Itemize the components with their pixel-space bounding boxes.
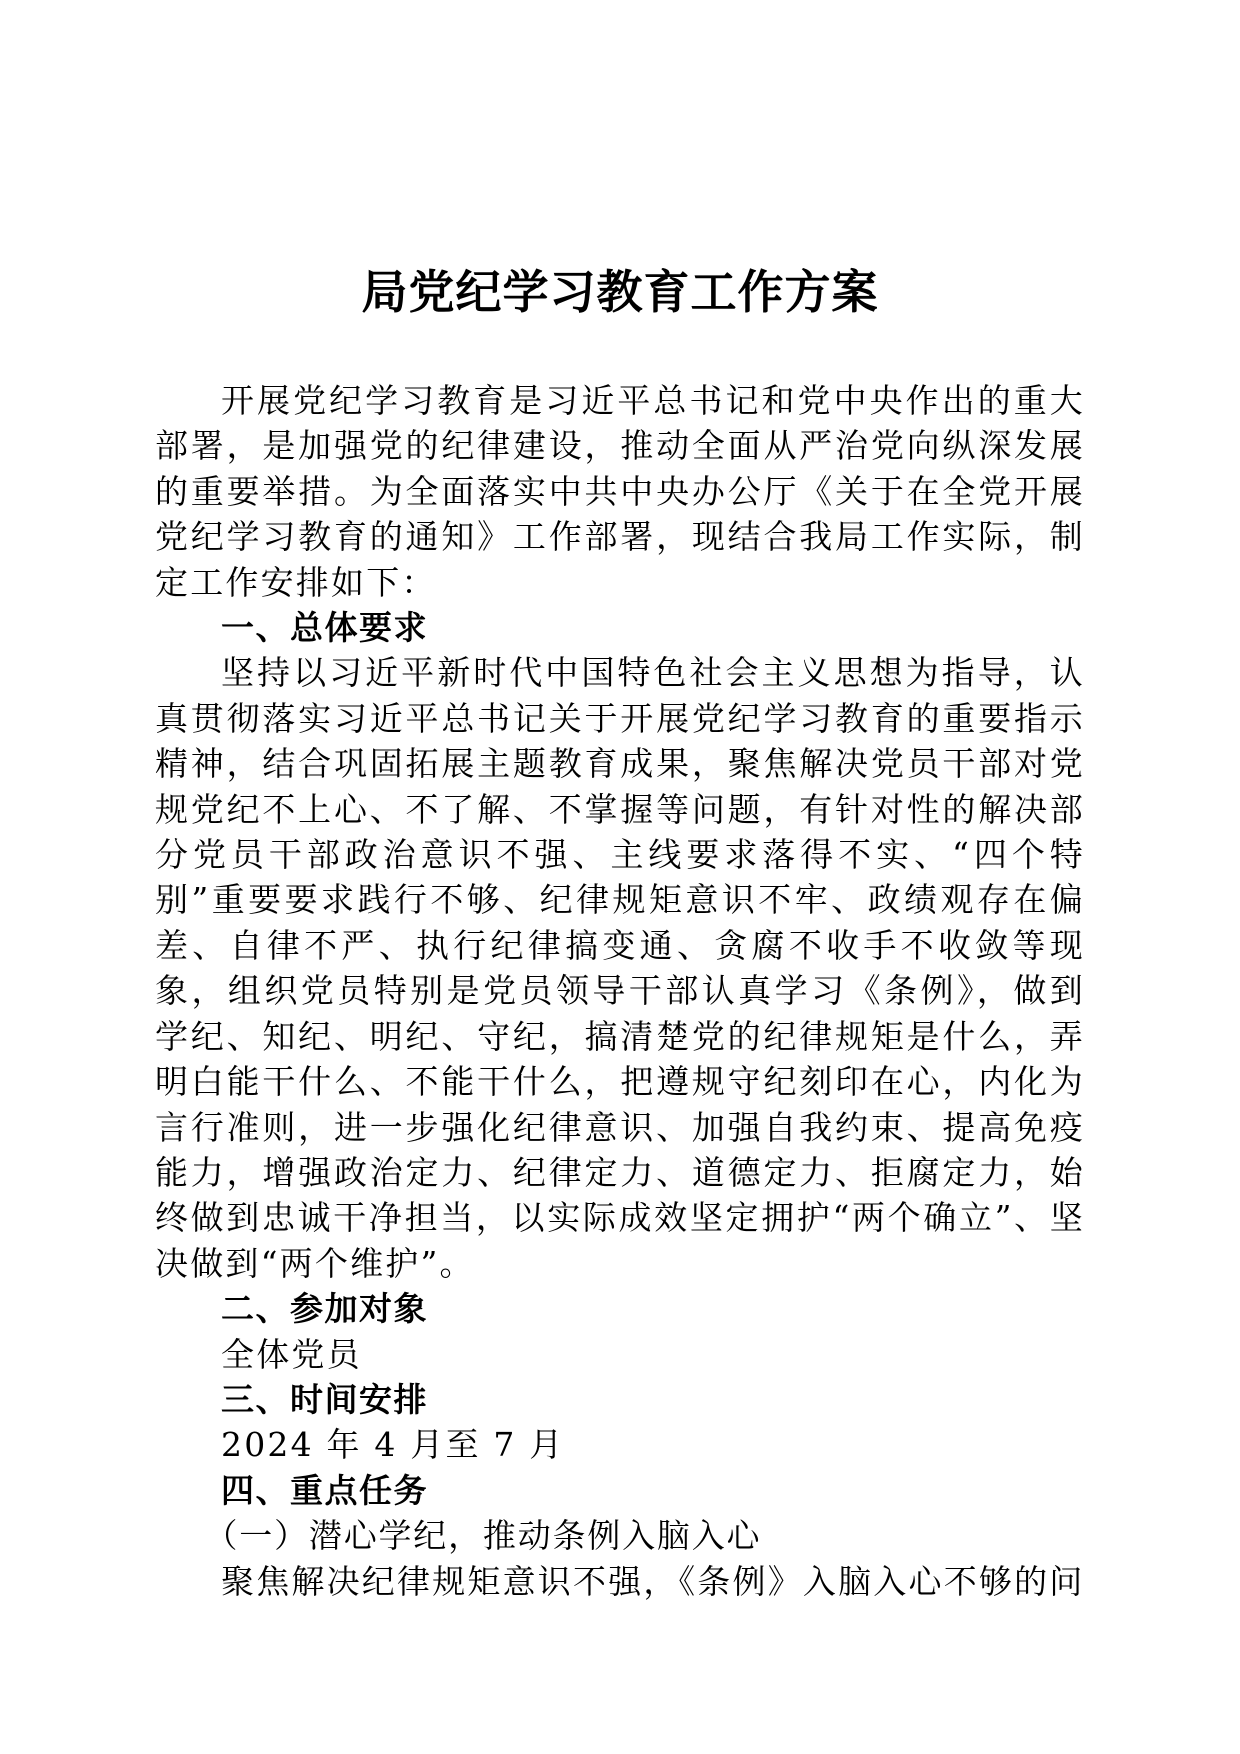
section-heading-key-tasks: 四、重点任务	[221, 1470, 428, 1510]
document-title: 局党纪学习教育工作方案	[361, 265, 879, 319]
participants-paragraph: 全体党员	[221, 1334, 362, 1374]
intro-paragraph: 开展党纪学习教育是习近平总书记和党中央作出的重大部署，是加强党的纪律建设，推动全面从严治党向纵深发展的重要举措。为全面落实中共中央办公厅《关于在全党开展党纪学习教育的通知》工作部署，现结合我局工作实际，制定工作安排如下：	[155, 381, 1085, 602]
document-body	[155, 378, 1085, 1604]
key-task-subheading-1: （一）潜心学纪，推动条例入脑入心	[204, 1516, 762, 1556]
key-task-paragraph-1: 聚焦解决纪律规矩意识不强，《条例》入脑入心不够的问	[221, 1561, 1085, 1601]
section-heading-schedule: 三、时间安排	[221, 1379, 428, 1419]
section-heading-general-requirements: 一、总体要求	[221, 608, 428, 648]
section-heading-participants: 二、参加对象	[221, 1289, 428, 1329]
schedule-paragraph: 2024 年 4 月至 7 月	[221, 1425, 565, 1465]
general-requirements-paragraph: 坚持以习近平新时代中国特色社会主义思想为指导，认真贯彻落实习近平总书记关于开展党纪学习教育的重要指示精神，结合巩固拓展主题教育成果，聚焦解决党员干部对党规党纪不上心、不了解、不掌握等问题，有针对性的解决部分党员干部政治意识不强、主线要求落得不实、“四个特别”重要要求践行不够、纪律规矩意识不牢、政绩观存在偏差、自律不严、执行纪律搞变通、贪腐不收手不收敛等现象，组织党员特别是党员领导干部认真学习《条例》，做到学纪、知纪、明纪、守纪，搞清楚党的纪律规矩是什么，弄明白能干什么、不能干什么，把遵规守纪刻印在心，内化为言行准则，进一步强化纪律意识、加强自我约束、提高免疫能力，增强政治定力、纪律定力、道德定力、拒腐定力，始终做到忠诚干净担当，以实际成效坚定拥护“两个确立”、坚决做到“两个维护”。	[155, 653, 1085, 1283]
